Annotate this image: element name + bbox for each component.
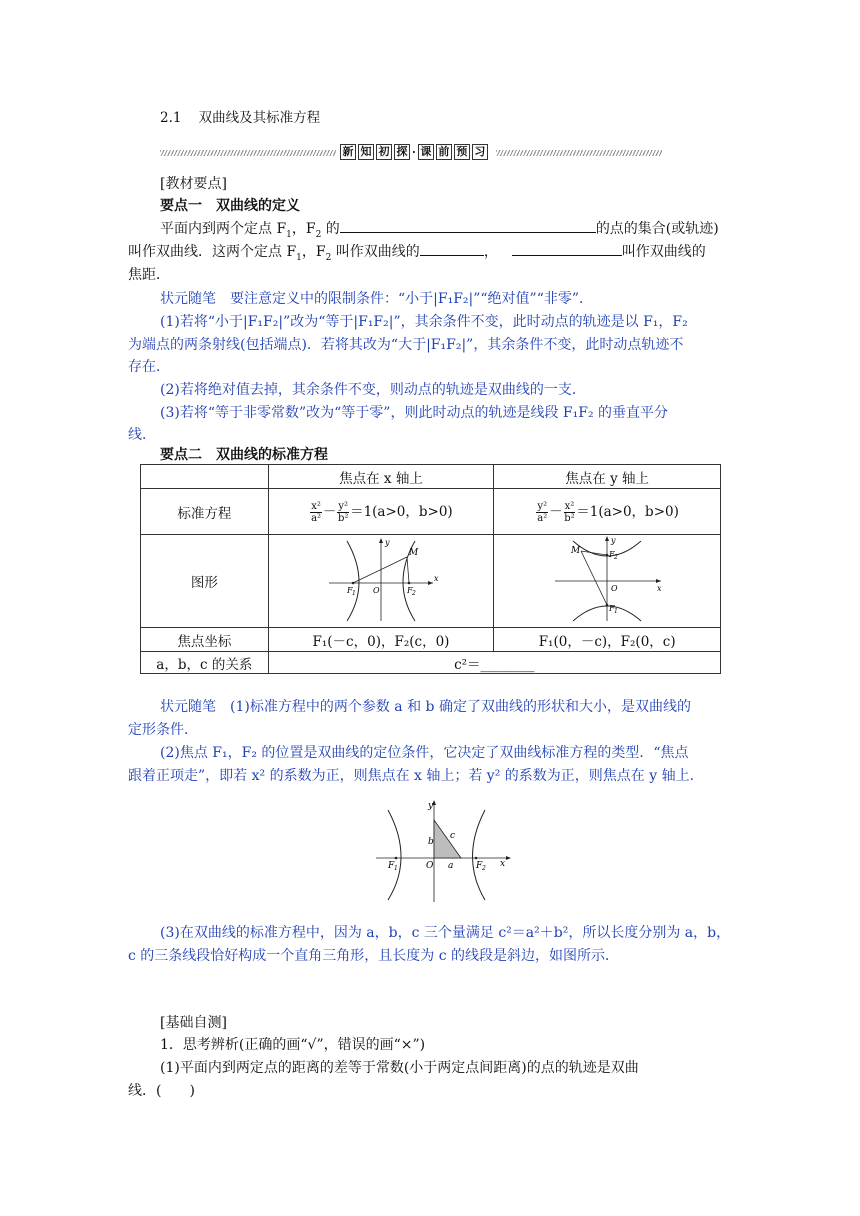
svg-text:1: 1 — [614, 608, 618, 615]
fraction-x2-a2: $\frac{\text{x²}}{\text{a²}}$ — [311, 500, 322, 524]
svg-text:x: x — [657, 584, 662, 593]
text: 的 — [321, 221, 340, 237]
text: 的点的集合(或轨迹) — [595, 221, 719, 237]
svg-text:M: M — [571, 546, 581, 556]
focal-distance-blank — [512, 241, 622, 256]
equation-y-tail: ＝1(a>0，b>0) — [576, 503, 679, 520]
equation-x-tail: ＝1(a>0，b>0) — [350, 503, 453, 520]
table-cell — [141, 465, 269, 489]
banner-boxes — [340, 144, 488, 160]
section-title — [160, 106, 320, 126]
banner-char: 知 — [358, 144, 374, 160]
banner-char: 探 — [394, 144, 410, 160]
section-title-text: 双曲线及其标准方程 — [198, 110, 321, 126]
hyperbola-y-graph — [547, 535, 667, 623]
self-test-label: [基础自测] — [160, 1015, 227, 1031]
focus-y: F₁(0，－c)，F₂(0，c) — [494, 628, 721, 652]
text: ， — [483, 244, 498, 260]
material-label: [教材要点] — [160, 176, 227, 192]
note2-line: (3)在双曲线的标准方程中，因为 a，b，c 三个量满足 c²＝a²＋b²，所以长度分别为 a，b， — [160, 925, 731, 941]
row-label-focus: 焦点坐标 — [141, 628, 269, 652]
svg-text:1: 1 — [351, 590, 356, 597]
svg-text:O: O — [372, 586, 380, 595]
svg-text:M: M — [408, 548, 419, 558]
banner-char: 初 — [376, 144, 392, 160]
hyperbola-x-graph — [321, 535, 441, 623]
question-1-1-cont: 线．( ) — [128, 1083, 195, 1099]
svg-text:F: F — [609, 604, 615, 613]
section-banner — [160, 146, 662, 160]
foci-blank — [420, 241, 484, 256]
svg-text:F: F — [609, 550, 615, 559]
banner-char: 前 — [436, 144, 452, 160]
note1-line: (3)若将“等于非零常数”改为“等于零”，则此时动点的轨迹是线段 F₁F₂ 的垂直平分 — [160, 405, 669, 421]
svg-text:x: x — [433, 574, 439, 583]
banner-char: 新 — [340, 144, 356, 160]
definition-line-3: 焦距． — [128, 267, 170, 283]
svg-text:2: 2 — [614, 554, 618, 561]
banner-char: 课 — [418, 144, 434, 160]
note2-line: c 的三条线段恰好构成一个直角三角形，且长度为 c 的线段是斜边，如图所示． — [128, 948, 620, 964]
point1-title: 要点一 双曲线的定义 — [160, 198, 300, 214]
table-row-focus — [141, 628, 721, 652]
svg-text:c: c — [450, 831, 456, 841]
fraction-x2-b2: $\frac{\text{x²}}{\text{b²}}$ — [564, 500, 575, 524]
svg-text:F: F — [388, 861, 395, 871]
abc-triangle-figure — [370, 796, 520, 904]
fraction-y2-b2: $\frac{\text{y²}}{\text{b²}}$ — [338, 500, 349, 524]
note1-line: (1)若将“小于|F₁F₂|”改为“等于|F₁F₂|”，其余条件不变，此时动点的轨迹是以 F₁，F₂ — [160, 314, 688, 330]
header-x-axis: 焦点在 x 轴上 — [268, 465, 494, 489]
banner-dot: · — [412, 145, 416, 159]
note1-line: 线． — [128, 427, 156, 443]
note2-line: (2)焦点 F₁，F₂ 的位置是双曲线的定位条件，它决定了双曲线标准方程的类型．“焦点 — [160, 745, 689, 761]
equation-x: $\frac{\text{x²}}{\text{a²}}$ － $\frac{\text{y²}}{\text{b²}}$ ＝1(a>0，b>0) — [268, 489, 494, 535]
text: ，F — [291, 221, 316, 237]
banner-char: 预 — [454, 144, 470, 160]
text: 叫作双曲线．这两个定点 F — [128, 244, 297, 260]
question-1: 1．思考辨析(正确的画“√”，错误的画“×”) — [160, 1037, 426, 1053]
svg-text:x: x — [500, 859, 506, 869]
definition-line-2: 叫作双曲线．这两个定点 $F_1$，$F_2$ 叫作双曲线的 ， 叫作双曲线的 — [128, 241, 736, 269]
svg-text:y: y — [428, 801, 434, 811]
svg-text:b: b — [428, 837, 434, 847]
standard-equation-table — [140, 464, 721, 674]
svg-text:2: 2 — [411, 590, 416, 597]
banner-hatch-right — [496, 150, 662, 156]
svg-text:F: F — [346, 586, 353, 595]
section-number: 2.1 — [160, 110, 182, 126]
text: 叫作双曲线的 — [331, 244, 420, 260]
table-row-equation — [141, 489, 721, 535]
graph-y-cell — [494, 535, 721, 628]
question-1-1: (1)平面内到两定点的距离的差等于常数(小于两定点间距离)的点的轨迹是双曲 — [160, 1060, 639, 1076]
text: ，F — [301, 244, 326, 260]
header-y-axis: 焦点在 y 轴上 — [494, 465, 721, 489]
note2-line: 状元随笔 (1)标准方程中的两个参数 a 和 b 确定了双曲线的形状和大小，是双曲线的 — [160, 699, 691, 715]
graph-x-cell — [268, 535, 494, 628]
relation-value: c²＝________ — [268, 652, 720, 674]
note1-line: 存在． — [128, 359, 170, 375]
text: 叫作双曲线的 — [621, 244, 706, 260]
svg-text:a: a — [448, 861, 454, 871]
equation-y: $\frac{\text{y²}}{\text{a²}}$ － $\frac{\text{x²}}{\text{b²}}$ ＝1(a>0，b>0) — [494, 489, 721, 535]
note1-line: 状元随笔 要注意定义中的限制条件：“小于|F₁F₂|”“绝对值”“非零”． — [160, 291, 594, 307]
svg-text:y: y — [611, 536, 616, 545]
row-label-relation: a，b，c 的关系 — [141, 652, 269, 674]
table-header-row — [141, 465, 721, 489]
note1-line: 为端点的两条射线(包括端点)．若将其改为“大于|F₁F₂|”，其余条件不变，此时动点轨迹不 — [128, 337, 684, 353]
svg-text:1: 1 — [394, 865, 398, 872]
svg-text:F: F — [476, 861, 483, 871]
row-label-graph: 图形 — [141, 535, 269, 628]
definition-line-1: 平面内到两个定点 $F_1$，$F_2$ 的 的点的集合(或轨迹) — [160, 218, 768, 246]
fraction-y2-a2: $\frac{\text{y²}}{\text{a²}}$ — [537, 500, 548, 524]
svg-text:O: O — [611, 584, 618, 593]
note1-line: (2)若将绝对值去掉，其余条件不变，则动点的轨迹是双曲线的一支． — [160, 382, 586, 398]
svg-text:F: F — [406, 586, 413, 595]
text: 平面内到两个定点 F — [160, 221, 287, 237]
note2-line: 定形条件． — [128, 722, 198, 738]
banner-char: 习 — [472, 144, 488, 160]
svg-text:O: O — [426, 861, 434, 871]
row-label-equation: 标准方程 — [141, 489, 269, 535]
svg-text:2: 2 — [482, 865, 486, 872]
banner-hatch-left — [160, 150, 336, 156]
focus-x: F₁(－c，0)，F₂(c，0) — [268, 628, 494, 652]
point2-title: 要点二 双曲线的标准方程 — [160, 447, 328, 463]
definition-blank — [340, 218, 596, 233]
table-row-relation — [141, 652, 721, 674]
svg-text:y: y — [384, 538, 390, 547]
table-row-graph — [141, 535, 721, 628]
note2-line: 跟着正项走”，即若 x² 的系数为正，则焦点在 x 轴上；若 y² 的系数为正，则焦点在 y 轴上． — [128, 768, 704, 784]
